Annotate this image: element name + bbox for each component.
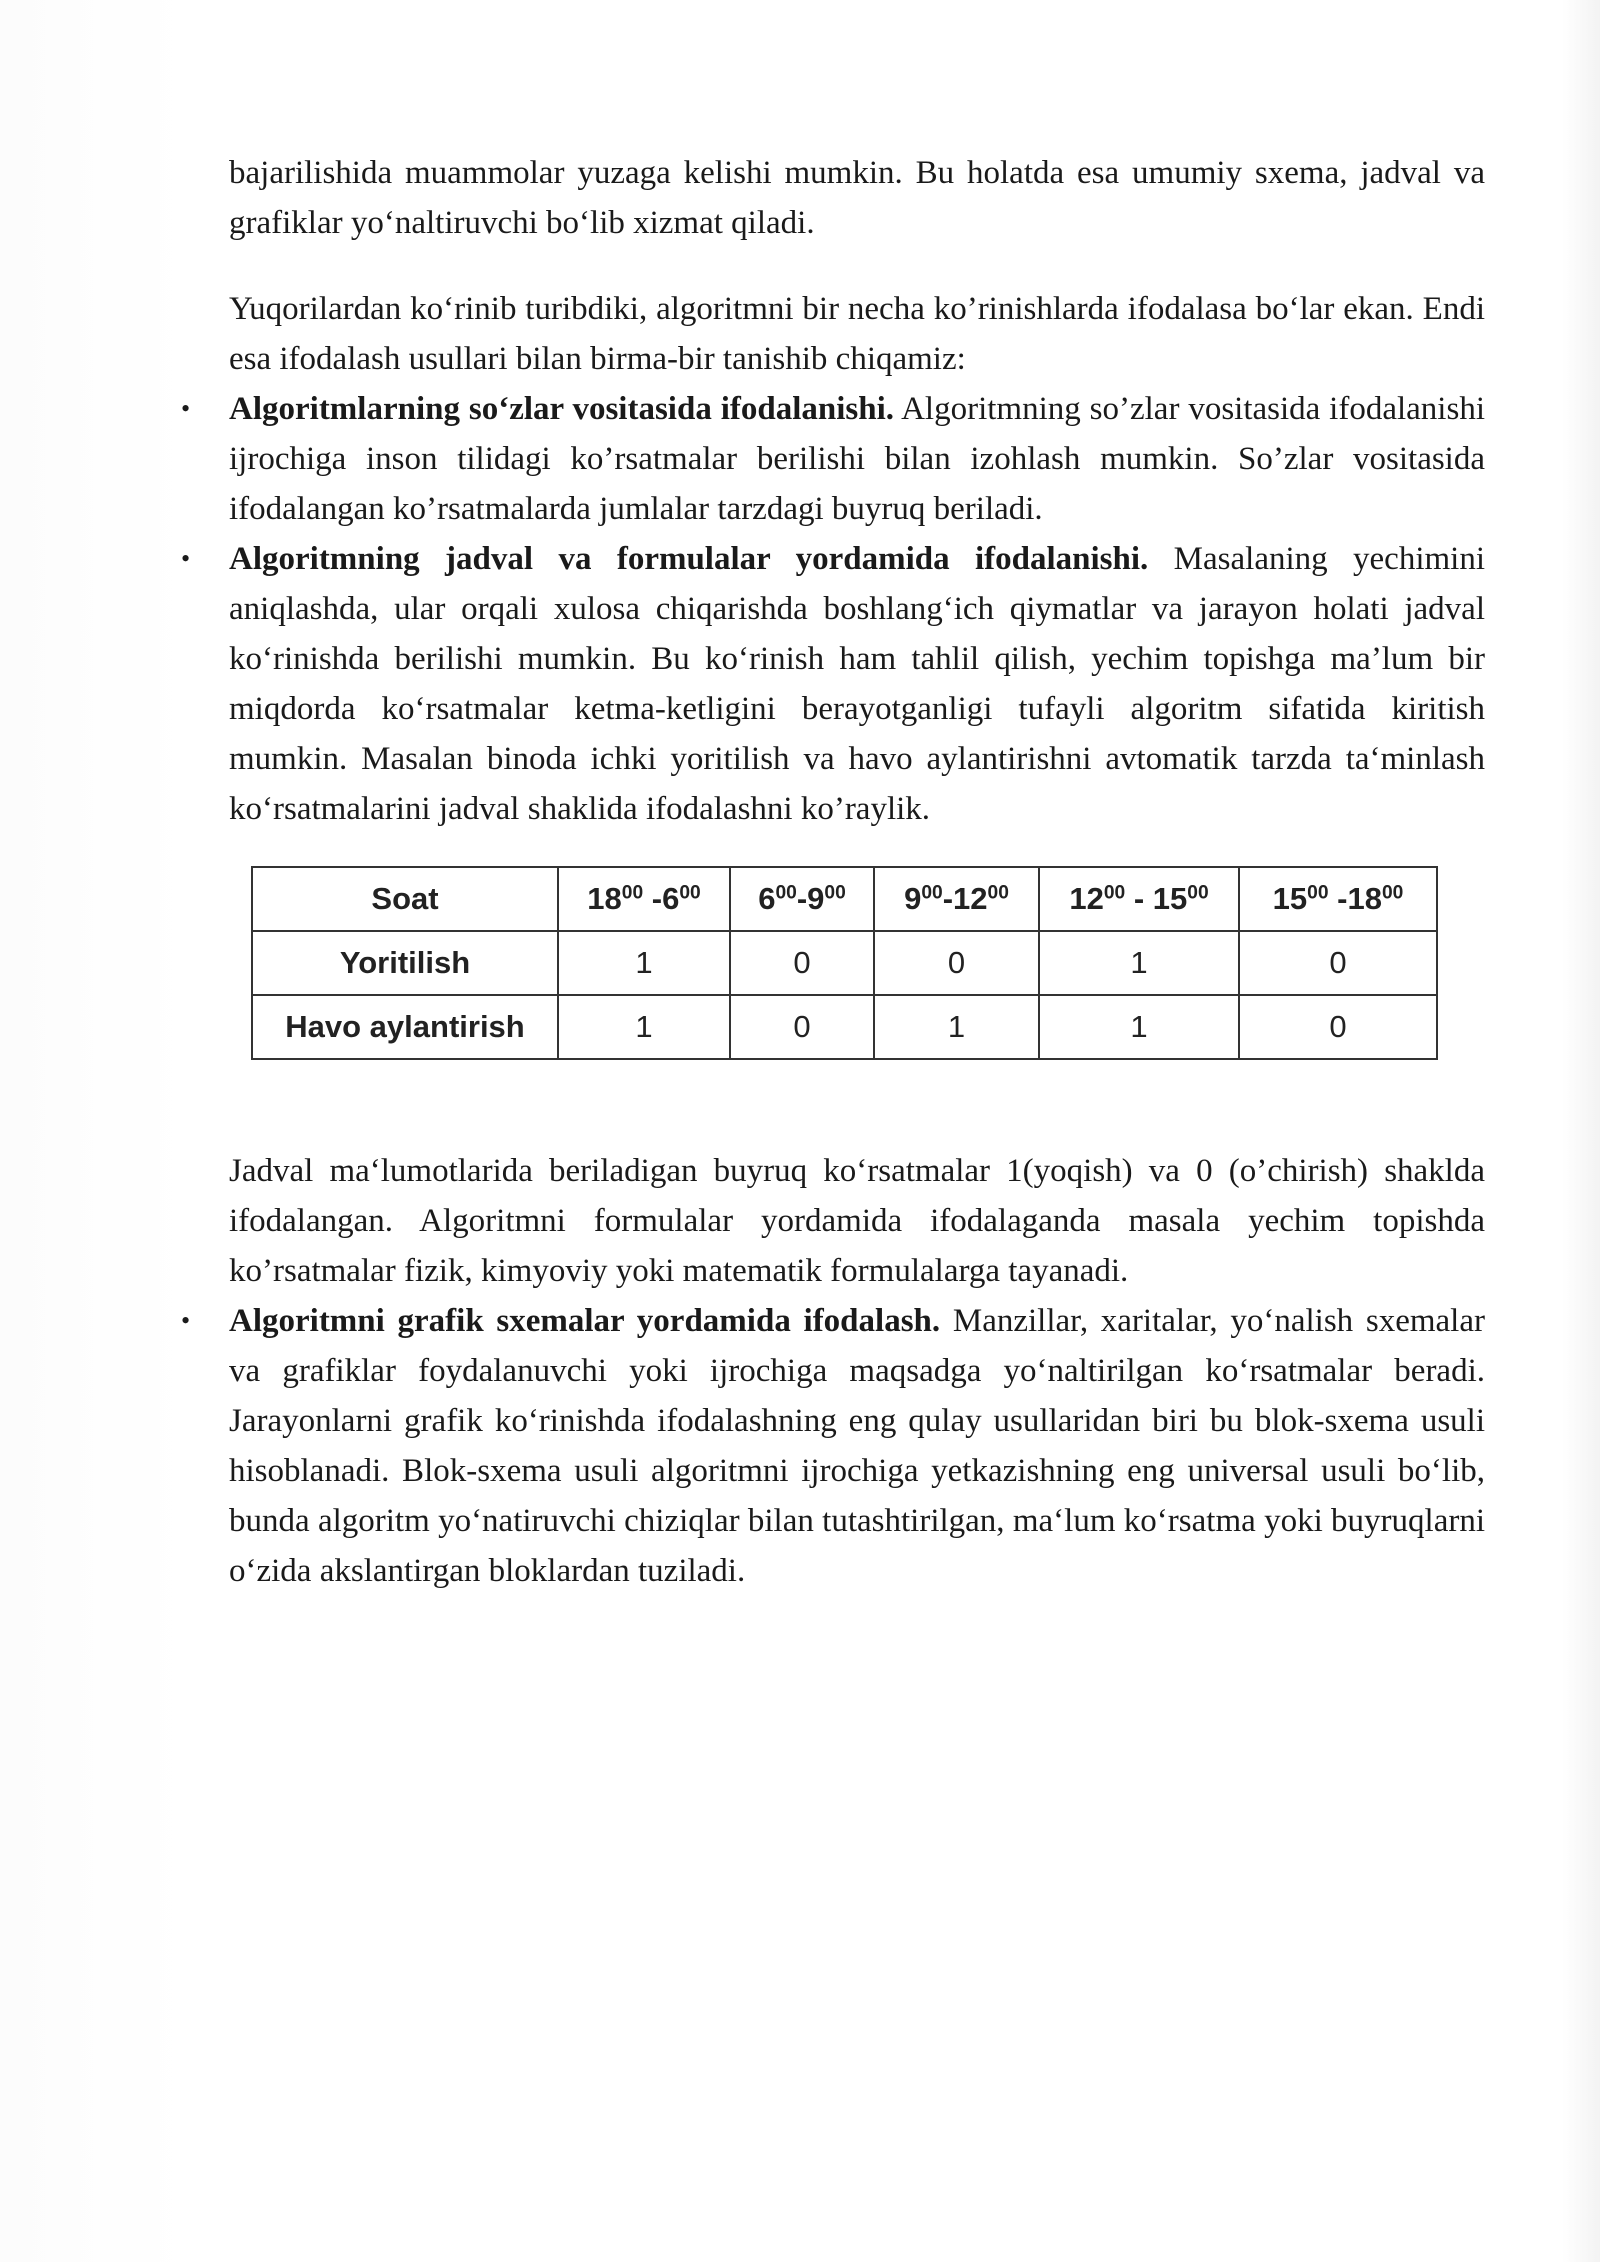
intro-paragraph: bajarilishida muammolar yuzaga kelishi mumkin. Bu holatda esa umumiy sxema, jadval va grafiklar yo‘naltiruvchi bo‘lib xizmat qiladi.	[229, 155, 1485, 241]
methods-list-continued	[181, 1296, 1485, 1596]
table-cell: 0	[730, 931, 874, 995]
table-cell: 1	[558, 931, 730, 995]
table-row	[252, 995, 1437, 1059]
table-header-row	[252, 867, 1437, 931]
table-row-label: Havo aylantirish	[252, 995, 558, 1059]
list-item-text: Manzillar, xaritalar, yo‘nalish sxemalar va grafiklar foydalanuvchi yoki ijrochiga maqsadga yo‘naltirilgan ko‘rsatmalar beradi. Jarayonlarni grafik ko‘rinishda ifodalashning eng qulay usullaridan biri bu blok-sxema usuli hisoblanadi. Blok-sxema usuli algoritmni ijrochiga yetkazishning eng universal usuli bo‘lib, bunda algoritm yo‘natiruvchi chiziqlar bilan tutashtirilgan, ma‘lum ko‘rsatma yoki buyruqlarni o‘zida akslantirgan bloklardan tuziladi.	[229, 1303, 1485, 1589]
document-page	[181, 148, 1485, 1596]
table-row	[252, 931, 1437, 995]
table-cell: 1	[1039, 995, 1239, 1059]
table-header-cell: $9^{00}-12^{00}$	[874, 867, 1039, 931]
schedule-table-wrapper	[251, 866, 1485, 1060]
table-cell: 0	[1239, 931, 1437, 995]
schedule-table	[251, 866, 1438, 1060]
table-cell: 0	[1239, 995, 1437, 1059]
page-margin-shade	[0, 0, 190, 2262]
table-cell: 0	[874, 931, 1039, 995]
bullet-icon: •	[181, 1306, 191, 1335]
table-header-cell: Soat	[252, 867, 558, 931]
table-header-cell: $12^{00} - 15^{00}$	[1039, 867, 1239, 931]
table-header-cell: $15^{00}$ $-18^{00}$	[1239, 867, 1437, 931]
methods-list	[181, 384, 1485, 834]
table-row-label: Yoritilish	[252, 931, 558, 995]
table-cell: 1	[874, 995, 1039, 1059]
list-item-text: Masalaning yechimini aniqlashda, ular orqali xulosa chiqarishda boshlang‘ich qiymatlar va jarayon holati jadval ko‘rinishda berilishi mumkin. Bu ko‘rinish ham tahlil qilish, yechim topishga ma’lum bir miqdorda ko‘rsatmalar ketma-ketligini berayotganligi tufayli algoritm sifatida kiritish mumkin. Masalan binoda ichki yoritilish va havo aylantirishni avtomatik tarzda ta‘minlash ko‘rsatmalarini jadval shaklida ifodalashni ko’raylik.	[229, 541, 1485, 827]
list-item-title: Algoritmning jadval va formulalar yordamida ifodalanishi.	[229, 541, 1149, 577]
bullet-icon: •	[181, 544, 191, 573]
table-header-cell: $6^{00}-9^{00}$	[730, 867, 874, 931]
list-item-title: Algoritmlarning so‘zlar vositasida ifodalanishi.	[229, 391, 895, 427]
bullet-icon: •	[181, 394, 191, 423]
list-item-table-formula	[181, 534, 1485, 834]
list-item-text: Algoritmning so’zlar vositasida ifodalanishi ijrochiga inson tilidagi ko’rsatmalar berilishi bilan izohlash mumkin. So’zlar vositasida ifodalangan ko’rsatmalarda jumlalar tarzdagi buyruq beriladi.	[229, 391, 1485, 527]
table-explanation-paragraph: Jadval ma‘lumotlarida beriladigan buyruq ko‘rsatmalar 1(yoqish) va 0 (o’chirish) shakldа ifodalangan. Algoritmni formulalar yordamida ifodalaganda masala yechim topishda ko’rsatmalar fizik, kimyoviy yoki matematik formulalarga tayanadi.	[229, 1153, 1485, 1289]
list-item-words	[181, 384, 1485, 534]
table-cell: 1	[558, 995, 730, 1059]
page-edge-shadow	[1562, 0, 1600, 2262]
list-item-title: Algoritmni grafik sxemalar yordamida ifodalash.	[229, 1303, 941, 1339]
table-cell: 1	[1039, 931, 1239, 995]
table-cell: 0	[730, 995, 874, 1059]
overview-paragraph: Yuqorilardan ko‘rinib turibdiki, algoritmni bir necha ko’rinishlarda ifodalasa bo‘lar ekan. Endi esa ifodalash usullari bilan birma-bir tanishib chiqamiz:	[229, 291, 1485, 377]
table-header-cell: $18^{00}$ $-6^{00}$	[558, 867, 730, 931]
list-item-graphic	[181, 1296, 1485, 1596]
